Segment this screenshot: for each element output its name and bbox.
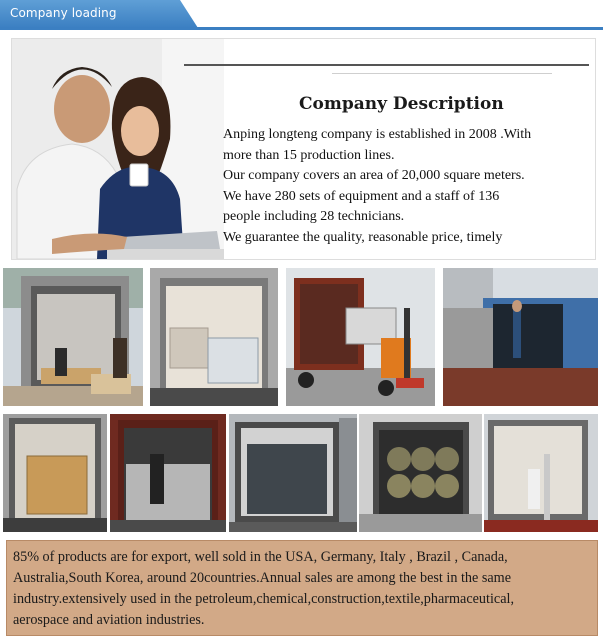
description-line: Our company covers an area of 20,000 square meters.: [223, 168, 525, 183]
description-title: Company Description: [299, 94, 504, 114]
container-loading-photo: [229, 414, 357, 532]
container-loading-photo: [484, 414, 598, 532]
container-loading-photo: [110, 414, 226, 532]
truck-forklift-photo: [286, 268, 435, 406]
description-line: people including 28 technicians.: [223, 209, 405, 224]
container-loading-photo: [150, 268, 278, 406]
export-info-text: [13, 547, 593, 631]
title-rule-shadow: [332, 73, 552, 74]
export-info-line: Australia,South Korea, around 20countries.Annual sales are among the best in the same: [13, 570, 512, 586]
description-line: We guarantee the quality, reasonable price, timely: [223, 229, 503, 245]
export-info-line: aerospace and aviation industries.: [13, 612, 205, 628]
export-info-line: 85% of products are for export, well sold in the USA, Germany, Italy , Brazil , Canada,: [13, 549, 508, 565]
description-line: We have 280 sets of equipment and a staff of 136: [223, 188, 500, 204]
title-rule: [184, 64, 589, 66]
section-title: Company loading: [10, 6, 117, 20]
container-truck-photo: [443, 268, 598, 406]
description-line: more than 15 production lines.: [223, 147, 395, 163]
office-staff-photo: [12, 39, 224, 259]
container-loading-photo: [359, 414, 482, 532]
description-line: Anping longteng company is established in 2008 .With: [223, 127, 532, 142]
container-loading-photo: [3, 268, 143, 406]
container-loading-photo: [3, 414, 107, 532]
company-description-panel: [11, 38, 596, 260]
section-header: [0, 0, 603, 30]
export-info-box: [6, 540, 598, 636]
description-text: [223, 125, 593, 248]
header-divider: [0, 27, 603, 30]
export-info-line: industry.extensively used in the petroleum,chemical,construction,textile,pharmaceutical,: [13, 591, 514, 607]
